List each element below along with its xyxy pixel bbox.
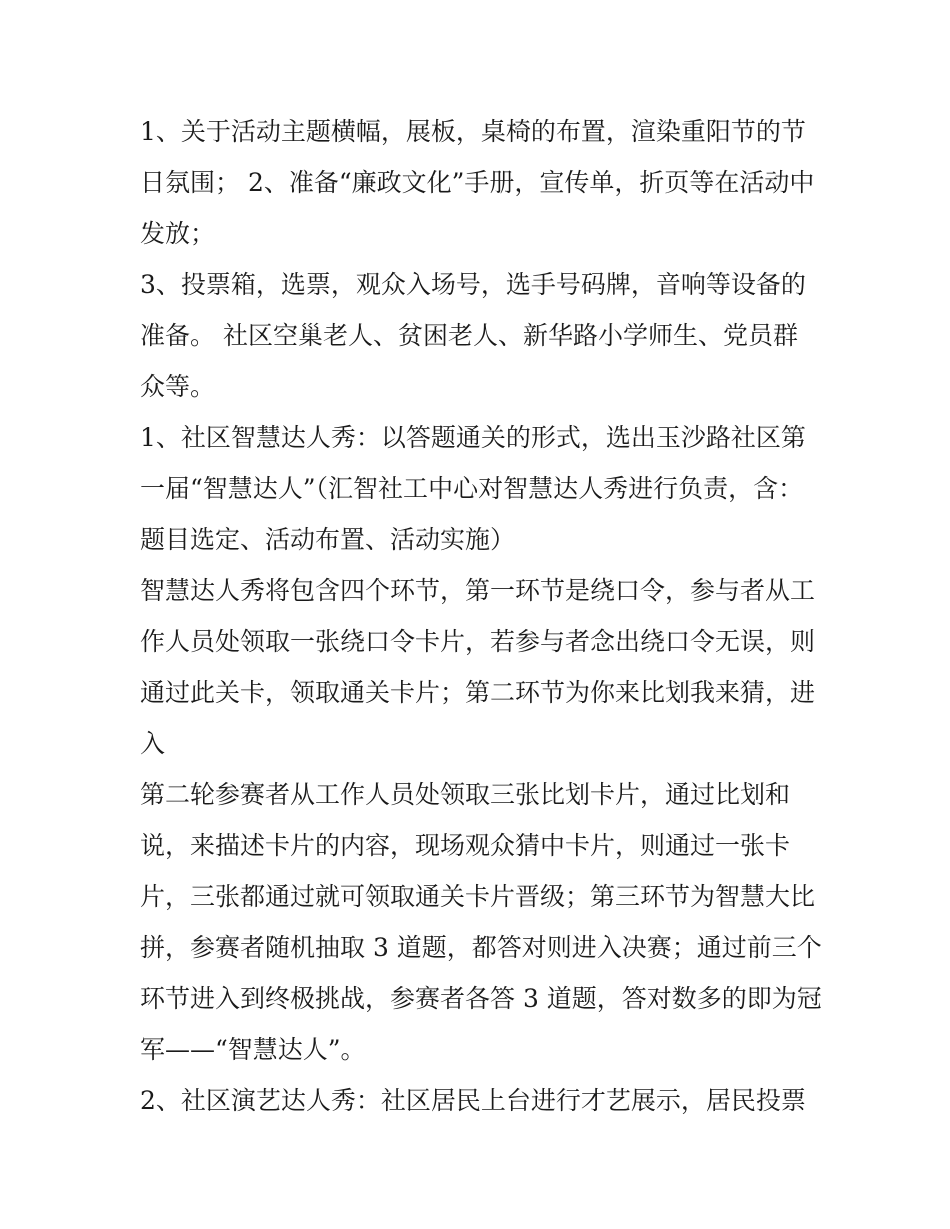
text-line: 2、社区演艺达人秀：社区居民上台进行才艺展示，居民投票 [140, 1086, 806, 1115]
text-line: 发放； [140, 219, 216, 248]
paragraph-second-round [140, 769, 830, 1075]
text-line: 环节进入到终极挑战，参赛者各答 3 道题，答对数多的即为冠 [140, 984, 822, 1013]
text-line: 第二轮参赛者从工作人员处领取三张比划卡片，通过比划和 [140, 780, 791, 809]
text-line: 日氛围； 2、准备“廉政文化”手册，宣传单，折页等在活动中 [140, 168, 815, 197]
text-line: 说，来描述卡片的内容，现场观众猜中卡片，则通过一张卡 [140, 831, 791, 860]
text-line: 1、社区智慧达人秀：以答题通关的形式，选出玉沙路社区第 [140, 423, 806, 452]
text-line: 拼，参赛者随机抽取 3 道题，都答对则进入决赛；通过前三个 [140, 933, 822, 962]
paragraph-preparation [140, 106, 830, 259]
paragraph-equipment [140, 259, 830, 412]
text-line: 军——“智慧达人”。 [140, 1035, 366, 1064]
text-line: 作人员处领取一张绕口令卡片，若参与者念出绕口令无误，则 [140, 627, 816, 656]
text-line: 通过此关卡，领取通关卡片；第二环节为你来比划我来猜，进 [140, 678, 816, 707]
text-line: 入 [140, 729, 166, 758]
text-line: 准备。 社区空巢老人、贫困老人、新华路小学师生、党员群 [140, 321, 798, 350]
text-line: 题目选定、活动布置、活动实施） [140, 525, 516, 554]
paragraph-wisdom-show [140, 412, 830, 565]
text-line: 片，三张都通过就可领取通关卡片晋级；第三环节为智慧大比 [140, 882, 816, 911]
document-page [140, 106, 830, 1126]
paragraph-performance-show [140, 1075, 830, 1126]
paragraph-four-stages [140, 565, 830, 769]
text-line: 智慧达人秀将包含四个环节，第一环节是绕口令，参与者从工 [140, 576, 816, 605]
text-line: 3、投票箱，选票，观众入场号，选手号码牌，音响等设备的 [140, 270, 806, 299]
text-line: 一届“智慧达人”（汇智社工中心对智慧达人秀进行负责，含： [140, 474, 804, 503]
text-line: 1、关于活动主题横幅，展板，桌椅的布置，渲染重阳节的节 [140, 117, 806, 146]
text-line: 众等。 [140, 372, 216, 401]
